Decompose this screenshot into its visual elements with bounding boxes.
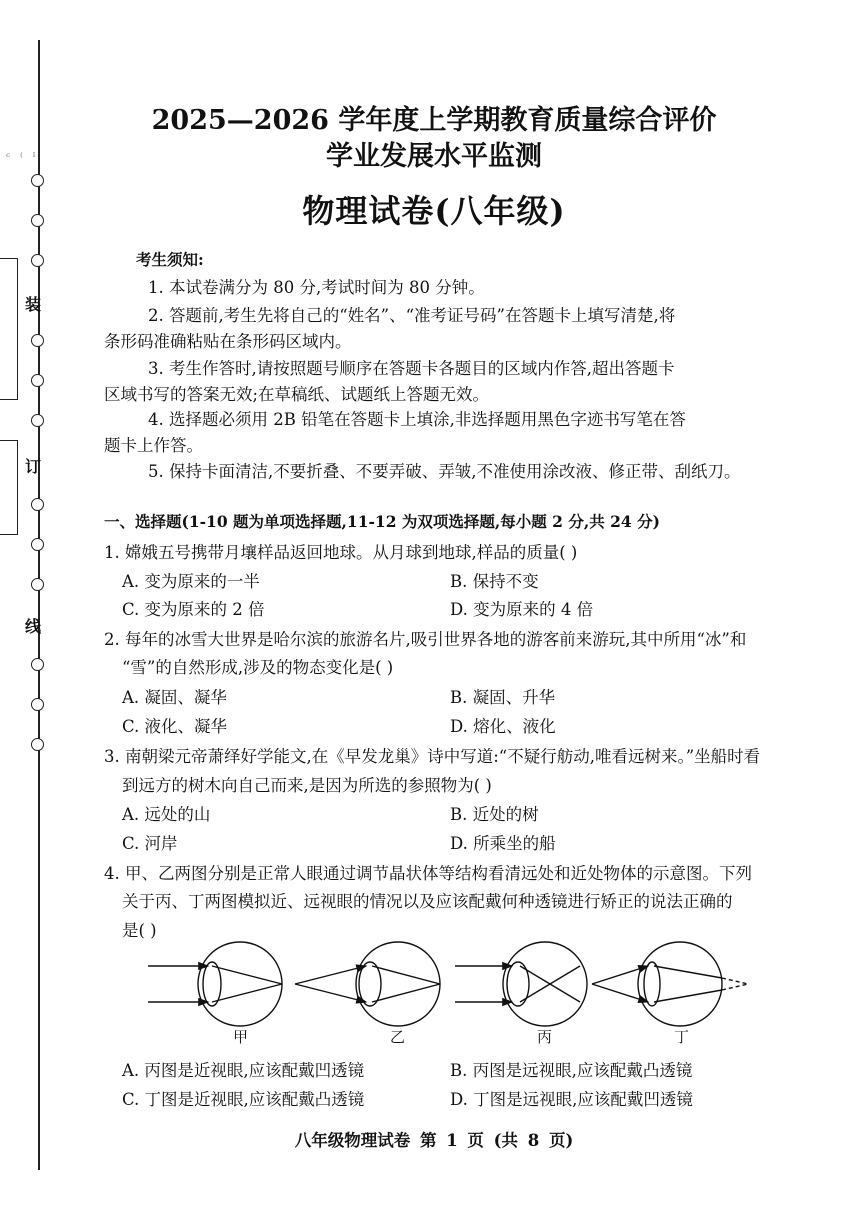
page-footer: 八年级物理试卷 第 1 页 (共 8 页) bbox=[294, 1131, 574, 1150]
binding-bracket bbox=[0, 258, 18, 400]
question-4-stem: 4. 甲、乙两图分别是正常人眼通过调节晶状体等结构看清远处和近处物体的示意图。下列 bbox=[104, 864, 752, 883]
notice-line: 4. 选择题必须用 2B 铅笔在答题卡上填涂,非选择题用黑色字迹书写笔在答 bbox=[148, 410, 686, 429]
binding-hole-icon bbox=[31, 414, 44, 427]
question-4-option-a: A. 丙图是近视眼,应该配戴凹透镜 bbox=[122, 1061, 365, 1080]
notice-line: 1. 本试卷满分为 80 分,考试时间为 80 分钟。 bbox=[148, 278, 485, 297]
question-1-option-c: C. 变为原来的 2 倍 bbox=[122, 600, 265, 619]
figure-label-bing: 丙 bbox=[537, 1028, 553, 1046]
question-3-stem: 3. 南朝梁元帝萧绎好学能文,在《早发龙巢》诗中写道:“不疑行舫动,唯看远树来。”坐船时看 bbox=[104, 747, 761, 766]
question-2-option-b: B. 凝固、升华 bbox=[450, 688, 556, 707]
figure-label-jia: 甲 bbox=[233, 1028, 249, 1046]
question-4-option-c: C. 丁图是近视眼,应该配戴凸透镜 bbox=[122, 1090, 365, 1109]
margin-scribble: ᶜ ⁽ ˡ bbox=[6, 150, 39, 164]
question-3-option-d: D. 所乘坐的船 bbox=[450, 834, 556, 853]
question-2-stem: 2. 每年的冰雪大世界是哈尔滨的旅游名片,吸引世界各地的游客前来游玩,其中所用“冰”和 bbox=[104, 630, 747, 649]
binding-hole-icon bbox=[31, 254, 44, 267]
notice-line: 3. 考生作答时,请按照题号顺序在答题卡各题目的区域内作答,超出答题卡 bbox=[148, 359, 675, 378]
section-heading: 一、选择题(1-10 题为单项选择题,11-12 为双项选择题,每小题 2 分,共 24 分) bbox=[104, 512, 660, 531]
binding-word-zhuang: 装 bbox=[25, 295, 42, 314]
binding-hole-icon bbox=[31, 374, 44, 387]
exam-title-line2: 学业发展水平监测 bbox=[326, 141, 542, 172]
figure-label-ding: 丁 bbox=[674, 1028, 690, 1046]
binding-hole-icon bbox=[31, 498, 44, 511]
notice-line: 区域书写的答案无效;在草稿纸、试题纸上答题无效。 bbox=[104, 385, 490, 404]
notice-line: 条形码准确粘贴在条形码区域内。 bbox=[104, 332, 352, 351]
question-4-stem: 关于丙、丁两图模拟近、远视眼的情况以及应该配戴何种透镜进行矫正的说法正确的 bbox=[122, 892, 733, 911]
eye-diagram-jia bbox=[148, 942, 282, 1026]
question-4-option-b: B. 丙图是远视眼,应该配戴凸透镜 bbox=[450, 1061, 693, 1080]
question-3-stem: 到远方的树木向自己而来,是因为所选的参照物为( ) bbox=[122, 776, 492, 795]
binding-bracket bbox=[0, 440, 18, 535]
question-2-option-d: D. 熔化、液化 bbox=[450, 717, 556, 736]
binding-hole-icon bbox=[31, 698, 44, 711]
binding-hole-icon bbox=[31, 738, 44, 751]
question-3-option-c: C. 河岸 bbox=[122, 834, 178, 853]
figure-label-yi: 乙 bbox=[390, 1028, 406, 1046]
binding-hole-icon bbox=[31, 538, 44, 551]
question-1-option-b: B. 保持不变 bbox=[450, 572, 539, 591]
question-1-stem: 1. 嫦娥五号携带月壤样品返回地球。从月球到地球,样品的质量( ) bbox=[104, 543, 578, 562]
question-2-option-a: A. 凝固、凝华 bbox=[122, 688, 227, 707]
eye-diagram-ding bbox=[592, 942, 748, 1026]
notice-line: 2. 答题前,考生先将自己的“姓名”、“准考证号码”在答题卡上填写清楚,将 bbox=[148, 306, 676, 325]
question-1-option-d: D. 变为原来的 4 倍 bbox=[450, 600, 594, 619]
question-2-option-c: C. 液化、凝华 bbox=[122, 717, 228, 736]
question-3-option-b: B. 近处的树 bbox=[450, 805, 539, 824]
exam-title-line1: 2025—2026 学年度上学期教育质量综合评价 bbox=[151, 105, 717, 136]
eye-diagram-yi bbox=[295, 942, 440, 1026]
binding-word-ding: 订 bbox=[25, 457, 42, 476]
question-2-stem: “雪”的自然形成,涉及的物态变化是( ) bbox=[122, 658, 394, 677]
notice-line: 题卡上作答。 bbox=[104, 436, 203, 455]
binding-hole-icon bbox=[31, 334, 44, 347]
binding-hole-icon bbox=[31, 578, 44, 591]
eye-diagram-bing bbox=[455, 942, 587, 1026]
notice-line: 5. 保持卡面清洁,不要折叠、不要弄破、弄皱,不准使用涂改液、修正带、刮纸刀。 bbox=[148, 462, 741, 481]
subject-title: 物理试卷(八年级) bbox=[302, 192, 566, 230]
question-1-option-a: A. 变为原来的一半 bbox=[122, 572, 260, 591]
binding-word-xian: 线 bbox=[25, 617, 42, 636]
question-3-option-a: A. 远处的山 bbox=[122, 805, 211, 824]
question-4-option-d: D. 丁图是远视眼,应该配戴凹透镜 bbox=[450, 1090, 693, 1109]
binding-hole-icon bbox=[31, 658, 44, 671]
notice-heading: 考生须知: bbox=[136, 250, 204, 269]
question-4-stem: 是( ) bbox=[122, 921, 157, 940]
